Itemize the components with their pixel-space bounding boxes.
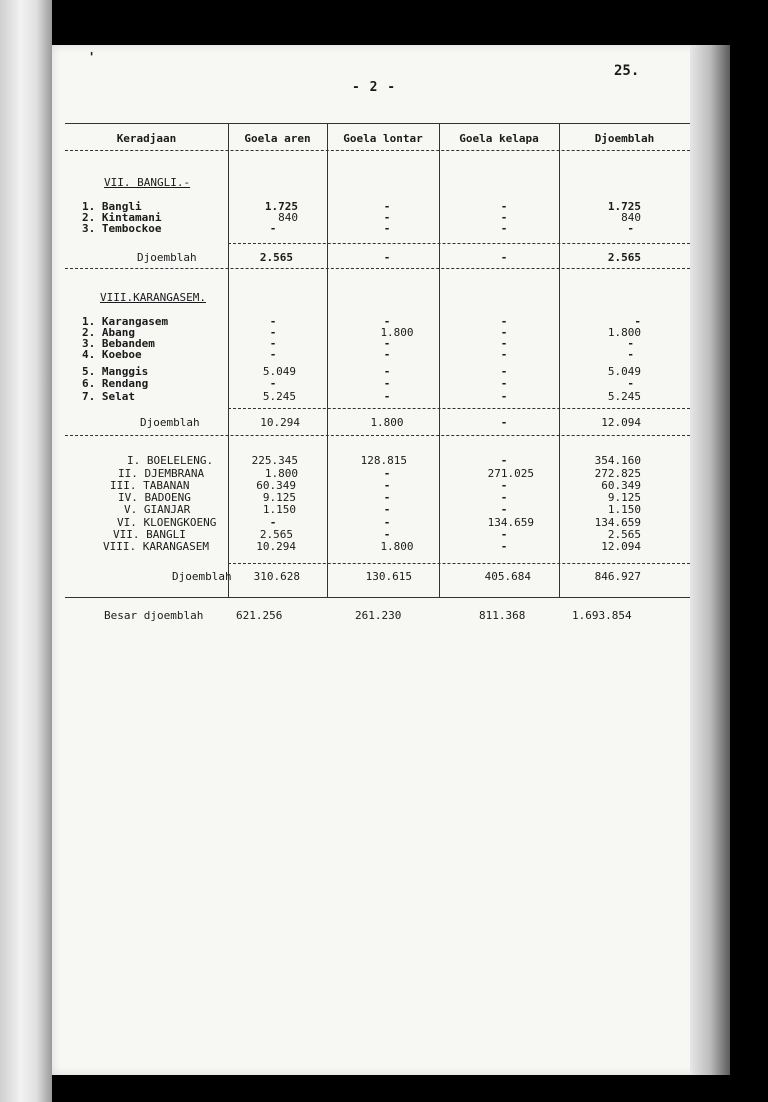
cell-kelapa: - [500, 222, 508, 235]
section-rule [65, 435, 690, 436]
cell-aren: 1.150 [262, 503, 296, 516]
cell-kelapa: - [500, 200, 508, 213]
subtotal-rule [228, 243, 690, 244]
cell-lontar: - [383, 516, 391, 529]
cell-aren: 225.345 [251, 454, 298, 467]
cell-total: 1.800 [607, 326, 641, 339]
cell-lontar: - [383, 491, 391, 504]
cell-lontar: - [383, 251, 391, 264]
row-label: 4. Koeboe [82, 348, 142, 361]
cell-total: 354.160 [594, 454, 641, 467]
row-label: 6. Rendang [82, 377, 149, 390]
cell-total: 1.725 [607, 200, 641, 213]
row-label: V. GIANJAR [124, 503, 191, 516]
section-title: VIII.KARANGASEM. [100, 291, 206, 304]
header-rule [65, 150, 690, 151]
cell-aren: - [269, 222, 277, 235]
cell-total: 60.349 [601, 479, 641, 492]
header-djoemblah: Djoemblah [594, 132, 655, 145]
cell-kelapa: - [500, 540, 508, 553]
section-rule [65, 268, 690, 269]
cell-aren: 1.725 [264, 200, 298, 213]
cell-total: 5.049 [607, 365, 641, 378]
cell-kelapa: - [500, 416, 508, 429]
cell-lontar: 1.800 [380, 540, 414, 553]
cell-aren: 621.256 [236, 609, 283, 622]
cell-total: - [627, 222, 634, 235]
cell-total: 134.659 [594, 516, 641, 529]
cell-total: 1.693.854 [572, 609, 632, 622]
row-label: 7. Selat [82, 390, 135, 403]
cell-aren: 10.294 [256, 540, 296, 553]
row-label: VI. KLOENGKOENG [117, 516, 217, 529]
cell-lontar: 1.800 [380, 326, 414, 339]
subtotal-rule [228, 563, 690, 564]
cell-total: 12.094 [601, 416, 641, 429]
page-number: - 2 - [352, 80, 397, 95]
cell-aren: - [269, 315, 277, 328]
cell-total: 12.094 [601, 540, 641, 553]
header-keradjaan: Keradjaan [116, 132, 177, 145]
cell-kelapa: - [500, 348, 508, 361]
cell-kelapa: - [500, 491, 508, 504]
cell-aren: 2.565 [259, 251, 293, 264]
cell-kelapa: 271.025 [487, 467, 534, 480]
cell-total: 9.125 [607, 491, 641, 504]
subtotal-label: Djoemblah [140, 416, 200, 429]
cell-total: 5.245 [607, 390, 641, 403]
cell-lontar: 128.815 [360, 454, 407, 467]
row-label: 5. Manggis [82, 365, 149, 378]
cell-aren: - [269, 377, 277, 390]
cell-aren: - [269, 348, 277, 361]
cell-total: 272.825 [594, 467, 641, 480]
cell-lontar: - [383, 528, 391, 541]
row-label: III. TABANAN [110, 479, 190, 492]
cell-kelapa: - [500, 503, 508, 516]
scan-left-edge [0, 0, 52, 1102]
cell-lontar: - [383, 365, 391, 378]
cell-aren: - [269, 337, 277, 350]
header-goela-kelapa: Goela kelapa [459, 132, 539, 145]
cell-aren: - [269, 516, 277, 529]
row-label: 1. Karangasem [82, 315, 169, 328]
cell-kelapa: - [500, 479, 508, 492]
header-goela-lontar: Goela lontar [343, 132, 423, 145]
cell-kelapa: - [500, 251, 508, 264]
cell-kelapa: - [500, 315, 508, 328]
cell-lontar: - [383, 315, 391, 328]
cell-total: 840 [621, 211, 641, 224]
cell-kelapa: 134.659 [487, 516, 534, 529]
cell-kelapa: - [500, 365, 508, 378]
table-top-rule [65, 123, 690, 124]
cell-kelapa: - [500, 454, 508, 467]
cell-kelapa: - [500, 326, 508, 339]
subtotal-rule [228, 408, 690, 409]
corner-mark: ' [88, 50, 96, 64]
folio-number: 25. [614, 63, 640, 79]
cell-kelapa: 405.684 [484, 570, 531, 583]
row-label: 3. Bebandem [82, 337, 155, 350]
cell-lontar: 261.230 [355, 609, 402, 622]
row-label: VIII. KARANGASEM [103, 540, 209, 553]
cell-lontar: - [383, 348, 391, 361]
cell-total: - [627, 337, 634, 350]
cell-aren: 2.565 [259, 528, 293, 541]
grand-total-label: Besar djoemblah [104, 609, 204, 622]
cell-aren: 1.800 [264, 467, 298, 480]
subtotal-label: Djoemblah [137, 251, 197, 264]
row-label: 2. Abang [82, 326, 135, 339]
cell-total: 2.565 [607, 251, 641, 264]
cell-total: - [627, 377, 634, 390]
cell-aren: 310.628 [253, 570, 300, 583]
cell-lontar: - [383, 467, 391, 480]
scan-right-edge [690, 45, 730, 1075]
cell-lontar: - [383, 390, 391, 403]
cell-aren: - [269, 326, 277, 339]
cell-total: 2.565 [607, 528, 641, 541]
cell-lontar: 130.615 [365, 570, 412, 583]
cell-total: - [627, 348, 634, 361]
row-label: VII. BANGLI [113, 528, 186, 541]
section-title: VII. BANGLI.- [104, 176, 191, 189]
row-label: 3. Tembockoe [82, 222, 162, 235]
cell-lontar: - [383, 222, 391, 235]
cell-aren: 5.245 [262, 390, 296, 403]
cell-lontar: - [383, 337, 391, 350]
row-label: 2. Kintamani [82, 211, 162, 224]
cell-kelapa: - [500, 377, 508, 390]
cell-lontar: - [383, 211, 391, 224]
cell-aren: 9.125 [262, 491, 296, 504]
cell-kelapa: - [500, 528, 508, 541]
cell-aren: 10.294 [260, 416, 300, 429]
document-page [52, 45, 702, 1075]
cell-aren: 60.349 [256, 479, 296, 492]
cell-lontar: - [383, 479, 391, 492]
table-bottom-rule [65, 597, 690, 598]
cell-lontar: - [383, 377, 391, 390]
row-label: II. DJEMBRANA [118, 467, 205, 480]
cell-kelapa: - [500, 390, 508, 403]
cell-total: 846.927 [594, 570, 641, 583]
cell-lontar: - [383, 503, 391, 516]
cell-aren: 840 [278, 211, 298, 224]
cell-total: 1.150 [607, 503, 641, 516]
cell-kelapa: 811.368 [479, 609, 526, 622]
cell-lontar: 1.800 [370, 416, 404, 429]
cell-lontar: - [383, 200, 391, 213]
row-label: 1. Bangli [82, 200, 142, 213]
cell-aren: 5.049 [262, 365, 296, 378]
header-goela-aren: Goela aren [244, 132, 311, 145]
cell-kelapa: - [500, 211, 508, 224]
row-label: I. BOELELENG. [127, 454, 214, 467]
cell-kelapa: - [500, 337, 508, 350]
subtotal-label: Djoemblah [172, 570, 232, 583]
cell-total: - [634, 315, 641, 328]
row-label: IV. BADOENG [118, 491, 191, 504]
